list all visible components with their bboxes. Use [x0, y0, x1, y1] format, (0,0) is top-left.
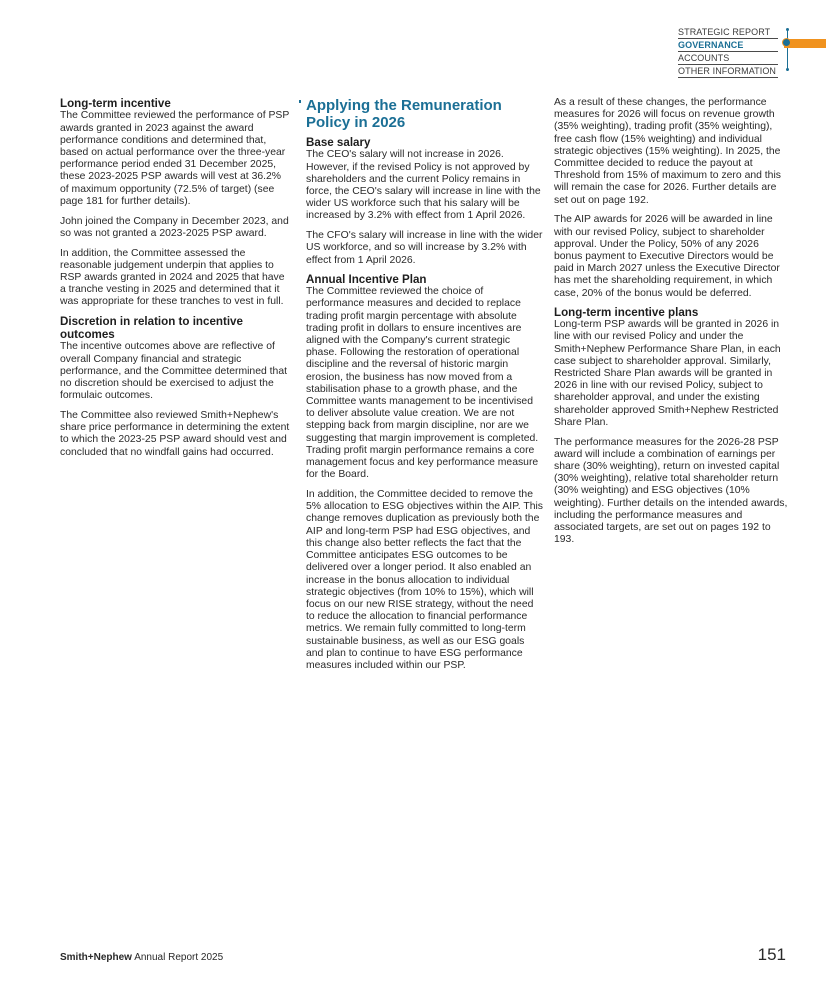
section-title-text: Applying the Remuneration Policy in 2026: [306, 97, 502, 131]
nav-active-dot: [782, 38, 791, 47]
heading-base-salary: Base salary: [306, 136, 371, 149]
column-left: [60, 97, 292, 466]
paragraph: Long-term PSP awards will be granted in 2026 in line with our revised Policy and under the Smith+Nephew Performance Share Plan, in each case subject to shareholder approval. Similarly, Restricted Share Plan awards will be granted in 2026 in line with our revised Policy, subject to shareholder approval, and under the existing shareholder approved Smith+Nephew Restricted Share Plan.: [554, 319, 781, 428]
heading-annual-incentive-plan: Annual Incentive Plan: [306, 272, 427, 286]
column-middle: [306, 97, 544, 680]
nav-dot-bottom: [786, 68, 789, 71]
paragraph: The Committee reviewed the performance of PSP awards granted in 2023 against the award performance conditions and determined that, based on actual performance over the three-year performance period ended 31 December 2025, these 2023-2025 PSP awards will vest at 36.2% of maximum opportunity (72.5% of target) (see page 181 for further details).: [60, 110, 290, 207]
paragraph: John joined the Company in December 2023, and so was not granted a 2023-2025 PSP award.: [60, 215, 289, 239]
paragraph: The AIP awards for 2026 will be awarded in line with our revised Policy, subject to shareholder approval. Under the Policy, 50% of any 2026 bonus payment to Executive Directors would be paid in March 2027 unless the Executive Director has met the shareholding requirement, in which case, 20% of the bonus would be deferred.: [554, 214, 780, 299]
section-title: [306, 97, 544, 131]
nav-governance[interactable]: GOVERNANCE: [678, 39, 778, 52]
paragraph: In addition, the Committee decided to remove the 5% allocation to ESG objectives within the AIP. This change removes duplication as previously both the AIP and long-term PSP had ESG objectives, and this change also better reflects the fact that the Committee anticipates ESG outcomes to be delivered over a longer period. It also enabled an increase in the bonus allocation to individual strategic objectives (from 10% to 15%), which will focus on our new RISE strategy, without the need to reduce the allocation to financial performance metrics. We remain fully committed to long-term sustainable business, as well as our ESG goals and plan to continue to have ESG performance measures included within our PSP.: [306, 489, 543, 671]
nav-other-information[interactable]: OTHER INFORMATION: [678, 66, 777, 76]
column-right: [554, 97, 790, 554]
paragraph: The CFO's salary will increase in line with the wider US workforce, and so will increase by 3.2% with effect from 1 April 2026.: [306, 230, 543, 266]
heading-discretion: Discretion in relation to incentive outcomes: [60, 314, 243, 342]
section-nav: [678, 26, 778, 78]
heading-long-term-incentive-plans: Long-term incentive plans: [554, 305, 699, 319]
paragraph: In addition, the Committee assessed the reasonable judgement underpin that applies to RSP awards granted in 2024 and 2025 that have a tranche vesting in 2025 and determined that it was appropriate for these tranches to vest in full.: [60, 247, 285, 308]
paragraph: As a result of these changes, the performance measures for 2026 will focus on revenue growth (35% weighting), trading profit (35% weighting), free cash flow (15% weighting) and individual strategic objectives (15% weighting). In 2025, the Committee decided to reduce the payout at Threshold from 15% of maximum to zero and this will remain the case for 2026. Further details are set out on page 192.: [554, 97, 781, 206]
nav-rail: [787, 29, 788, 71]
footer-report: Annual Report 2025: [134, 952, 224, 963]
nav-dot-top: [786, 28, 789, 31]
footer-brand: Smith+Nephew: [60, 952, 132, 963]
nav-strategic-report[interactable]: STRATEGIC REPORT: [678, 26, 778, 39]
paragraph: The Committee reviewed the choice of performance measures and decided to replace trading profit margin percentage with absolute trading profit in dollars to ensure incentives are aligned with the Company's current strategic phase. Following the restoration of operational discipline and the reversal of historic margin erosion, the business has now moved from a stabilisation phase to a growth phase, and the Committee wants management to be incentivised to deliver absolute value creation. We are not stepping back from margin discipline, nor are we suggesting that margin improvement is completed. Trading profit margin performance remains a core management focus and key performance measure for the Board.: [306, 286, 539, 481]
page-number: 151: [757, 945, 786, 964]
paragraph: The CEO's salary will not increase in 2026. However, if the revised Policy is not approved by shareholders and the current Policy remains in force, the CEO's salary will increase in line with the wider US workforce such that his salary will be increased by 3.2% with effect from 1 April 2026.: [306, 149, 541, 222]
paragraph: The performance measures for the 2026-28 PSP award will include a combination of earnings per share (30% weighting), return on invested capital (30% weighting), relative total shareholder return (30% weighting) and ESG objectives (10% weighting). Further details on the intended awards, including the performance measures and associated targets, are set out on pages 192 to 193.: [554, 436, 788, 546]
footer: [60, 952, 223, 963]
paragraph: The incentive outcomes above are reflective of overall Company financial and strategic performance, and the Committee determined that no discretion should be exercised to adjust the formulaic outcomes.: [60, 341, 287, 402]
heading-long-term-incentive: Long-term incentive: [60, 97, 171, 110]
paragraph: The Committee also reviewed Smith+Nephew's share price performance in determining the extent to which the 2023-25 PSP award should vest and concluded that no windfall gains had occurred.: [60, 410, 290, 458]
nav-accounts[interactable]: ACCOUNTS: [678, 52, 778, 65]
title-marker: [299, 100, 301, 103]
